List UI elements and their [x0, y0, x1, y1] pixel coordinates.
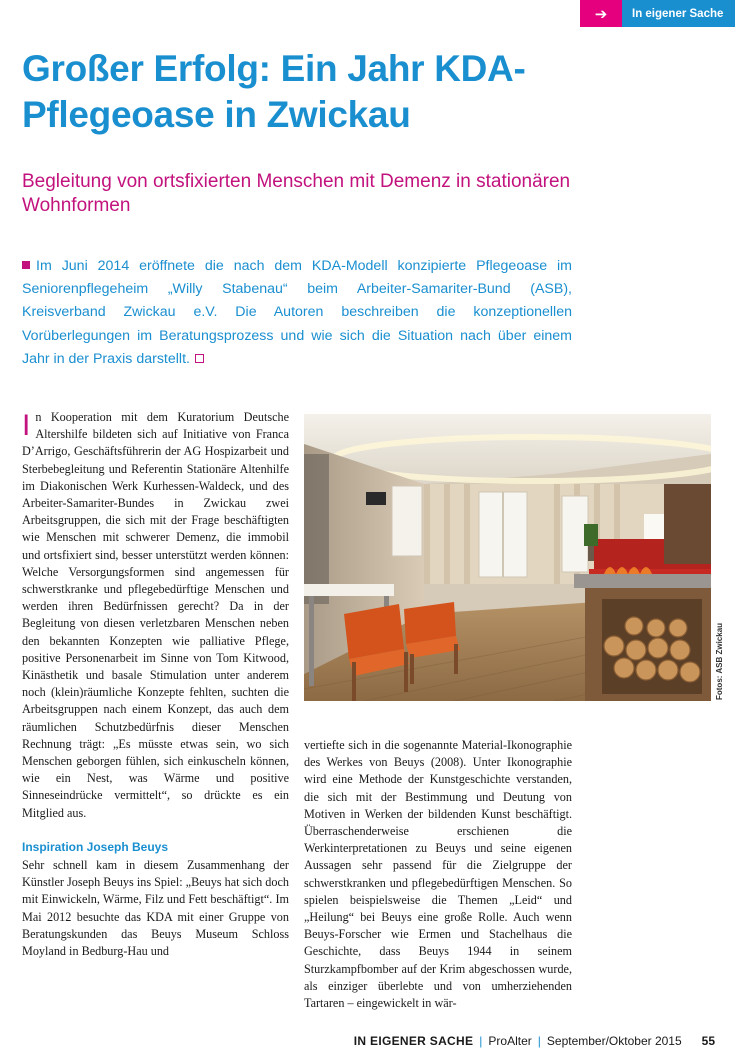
bullet-square-icon: [22, 261, 30, 269]
body-paragraph-1: [22, 409, 289, 822]
lead-paragraph: [22, 255, 572, 371]
photo-credit: Fotos: ASB Zwickau: [715, 622, 724, 700]
footer-separator-2: |: [537, 1034, 541, 1048]
footer-issue: September/Oktober 2015: [546, 1034, 682, 1048]
drop-cap: I: [22, 409, 31, 442]
body-paragraph-2: Sehr schnell kam in diesem Zusammenhang der Künstler Joseph Beuys ins Spiel: „Beuys hat sich doch mit Einwickeln, Wärme, Filz und Fett beschäftigt“. Im Mai 2012 besuchte das KDA mit einer Gruppe von Beratungskunden das Beuys Museum Schloss Moyland in Bedburg-Hau und: [22, 858, 289, 959]
footer-magazine: ProAlter: [488, 1034, 532, 1048]
page-footer: [354, 1031, 715, 1051]
photo-pflegeoase-room: [304, 414, 711, 701]
body-text-1: n Kooperation mit dem Kuratorium Deutsche Altershilfe bildeten sich auf Initiative von Franca D’Arrigo, Geschäftsführerin der AG Hospizarbeit und Sterbebegleitung und Referentin Stationäre Altenhilfe im Diakonischen Werk Kurhessen-Waldeck, und des Arbeiter-Samariter-Bundes in Zwickau zwei Arbeitsgruppen, die sich mit der Frage beschäftigten wie Menschen mit schwerer Demenz, die immobil und ortsfixiert sind, besser unterstützt werden können: Welche Versorgungsformen sind angemessen für schwerstkranke und pflegebedürftige Menschen und werden ihren Bedürfnissen gerecht? Da in der Begleitung von diesen verletzbaren Menschen neben den bekannten Konzepten wie palliative Pflege, positive Personenarbeit im Sinne von Tom Kitwood, Kinästhetik und basale Stimulation unter anderem noch (klein)räumliche Konzepte fehlten, suchten die Arbeitsgruppen nach einem Konzept, das auch dem räumlichen Schutzbedürfnis dieser Menschen Rechnung trägt: „Es müsste etwas sein, wo sich Menschen geborgen fühlen, sich einkuscheln können, wie ein Nest, was Wärme und positive Sinneseindrücke vermittelt“, so drückte es ein Mitglied aus.: [22, 410, 289, 820]
article-title: Großer Erfolg: Ein Jahr KDA-Pflegeoase in Zwickau: [22, 48, 526, 135]
subheading: Inspiration Joseph Beuys: [22, 839, 169, 854]
section-label: In eigener Sache: [622, 0, 735, 27]
article-photo: [304, 414, 711, 701]
article-subtitle: Begleitung von ortsfixierten Menschen mit Demenz in stationären Wohnformen: [22, 171, 571, 216]
page-number: 55: [701, 1034, 715, 1048]
lead-text: Im Juni 2014 eröffnete die nach dem KDA-Modell konzipierte Pflegeoase im Seniorenpflegeheim „Willy Stabenau“ beim Arbeiter-Samariter-Bund (ASB), Kreisverband Zwickau e.V. Die Autoren beschreiben die konzeptionellen Vorüberlegungen im Beratungsprozess und wie sich die Situation nach über einem Jahr in der Praxis darstellt.: [22, 258, 572, 367]
arrow-right-icon: ➔: [580, 0, 622, 27]
section-tab: [580, 0, 735, 27]
footer-section: IN EIGENER SACHE: [353, 1034, 474, 1048]
end-square-icon: [195, 354, 204, 363]
footer-separator: |: [479, 1034, 483, 1048]
body-column-left: [22, 409, 289, 960]
body-column-right: [304, 737, 572, 1012]
body-paragraph-3: vertiefte sich in die sogenannte Material-Ikonographie des Werkes von Beuys (2008). Unter Ikonographie wird eine Methode der Kunstgeschichte verstanden, die sich mit der Bestimmung und Deutung von Motiven in Werken der bildenden Kunst beschäftigt. Überraschenderweise erschienen die Werkinterpretationen zu Beuys und seine eigenen Aussagen sehr passend für die Zielgruppe der schwerstkranken und pflegebedürftigen Menschen. So spielen beispielsweise die Themen „Leid“ und „Heilung“ bei Beuys eine große Rolle. Auch wenn Beuys-Forscher wie Ermen und Stachelhaus die Geschichte, dass Beuys 1944 in seinem Sturzkampfbomber auf der Krim abgeschossen wurde, als einziger überlebte und von umherziehenden Tartaren – eingewickelt in wär-: [304, 738, 572, 1011]
